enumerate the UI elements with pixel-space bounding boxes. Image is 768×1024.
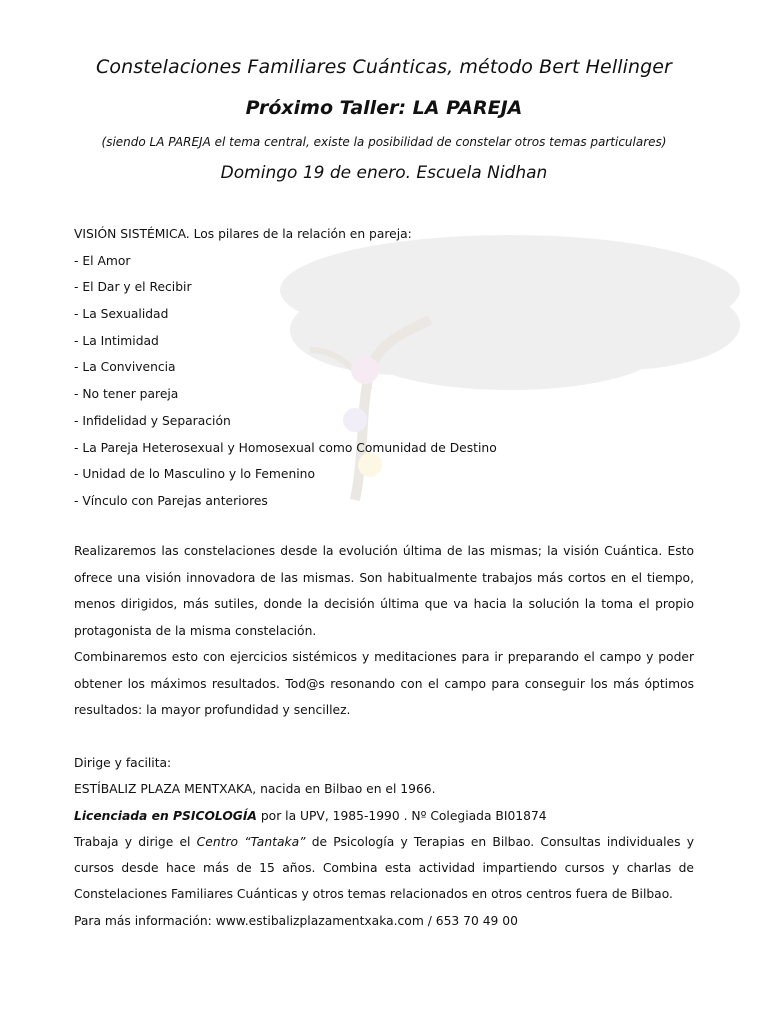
contact-info: Para más información: www.estibalizplazamentxaka.com / 653 70 49 00 — [74, 913, 518, 928]
list-item: - Infidelidad y Separación — [74, 413, 231, 428]
facilitator-degree — [74, 803, 694, 829]
list-item: - El Amor — [74, 253, 131, 268]
list-item: - No tener pareja — [74, 387, 179, 402]
facilitator-section — [74, 750, 694, 934]
facilitator-label: Dirige y facilita: — [74, 756, 172, 770]
facilitator-name: ESTÍBALIZ PLAZA MENTXAKA, nacida en Bilbao en el 1966. — [74, 782, 436, 797]
degree-emphasis: Licenciada en PSICOLOGÍA — [74, 808, 257, 823]
methodology-section — [74, 538, 694, 724]
pillars-list — [74, 225, 694, 519]
facilitator-work — [74, 829, 694, 908]
workshop-date: Domingo 19 de enero. Escuela Nidhan — [220, 163, 548, 183]
methodology-paragraph: Realizaremos las constelaciones desde la evolución última de las mismas; la visión Cuántica. Esto ofrece una visión innovadora de las mismas. Son habitualmente trabajos más cortos en el tiempo, menos dirigidos, más sutiles, donde la decisión última que va hacia la solución la toma el propio protagonista de la misma constelación. — [74, 544, 694, 638]
list-item: - El Dar y el Recibir — [74, 280, 192, 295]
work-description: de Psicología y Terapias en Bilbao. Consultas individuales y cursos desde hace más de 15 años. Combina esta actividad impartiendo cursos y charlas de Constelaciones Familiares Cuánticas y otros temas relacionados en otros centros fuera de Bilbao. — [74, 834, 694, 902]
document-title: Constelaciones Familiares Cuánticas, método Bert Hellinger — [96, 56, 672, 78]
list-item: - La Convivencia — [74, 360, 176, 375]
list-item: - La Intimidad — [74, 333, 159, 348]
work-intro: Trabaja y dirige el — [74, 834, 197, 849]
list-item: - La Pareja Heterosexual y Homosexual como Comunidad de Destino — [74, 440, 497, 455]
degree-details: por la UPV, 1985-1990 . Nº Colegiada BI01874 — [256, 808, 547, 823]
list-item: - Unidad de lo Masculino y lo Femenino — [74, 467, 315, 482]
workshop-title: Próximo Taller: LA PAREJA — [245, 97, 523, 119]
list-item: - Vínculo con Parejas anteriores — [74, 493, 268, 508]
workshop-note: (siendo LA PAREJA el tema central, existe la posibilidad de constelar otros temas particulares) — [101, 135, 667, 149]
list-item: - La Sexualidad — [74, 307, 169, 322]
center-name: Centro “Tantaka” — [196, 834, 306, 849]
pillars-heading: VISIÓN SISTÉMICA. Los pilares de la relación en pareja: — [74, 227, 412, 241]
exercises-paragraph: Combinaremos esto con ejercicios sistémicos y meditaciones para ir preparando el campo y poder obtener los máximos resultados. Tod@s resonando con el campo para conseguir los más óptimos resultados: la mayor profundidad y sencillez. — [74, 650, 694, 717]
